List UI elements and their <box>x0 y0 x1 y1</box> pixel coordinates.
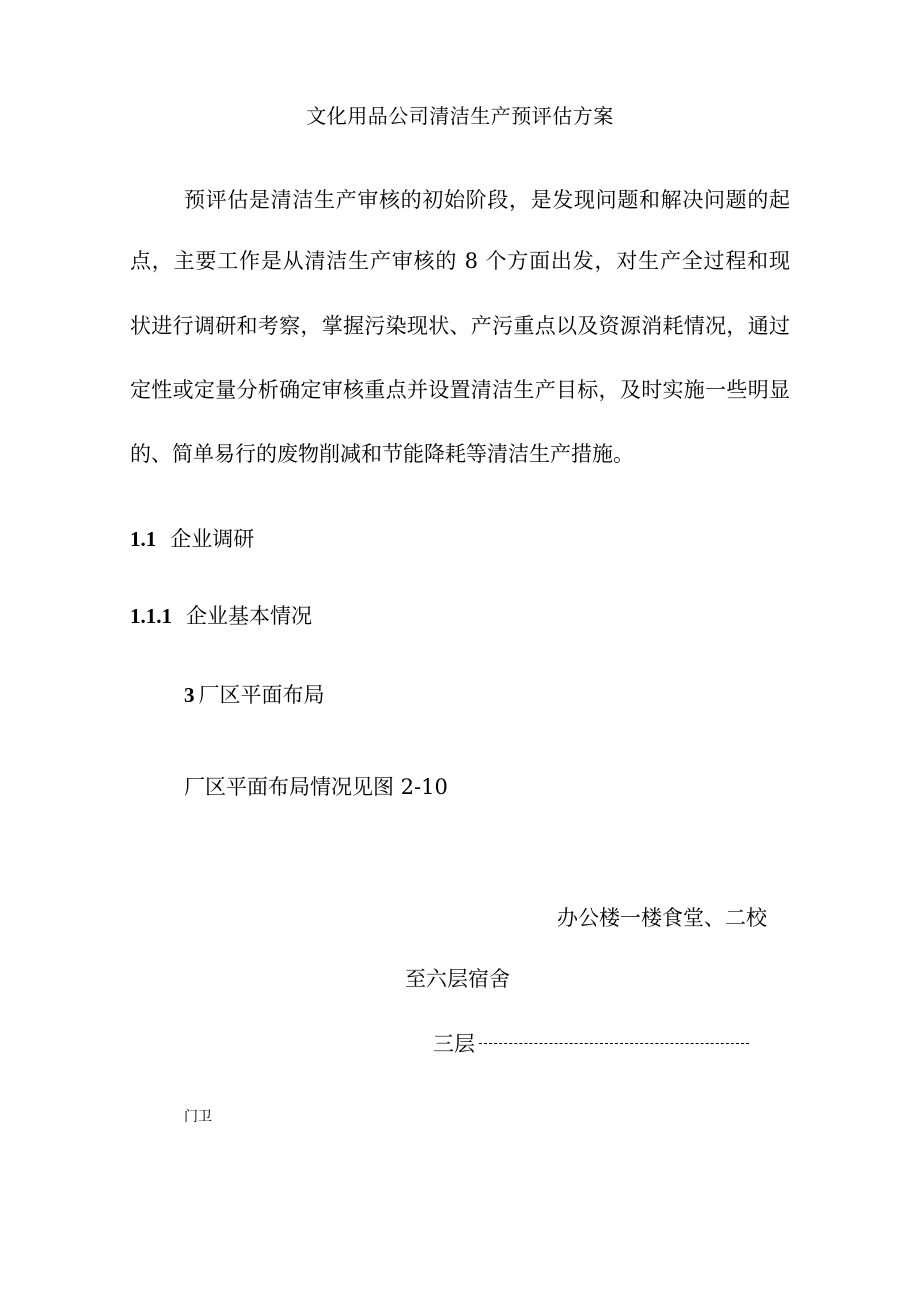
diagram-floor3-row <box>433 1028 749 1058</box>
section-title: 企业调研 <box>170 527 255 551</box>
diagram-office-label: 办公楼一楼食堂、二校 <box>557 906 767 930</box>
diagram-gate-label: 门卫 <box>184 1109 212 1125</box>
intro-line-2: 点，主要工作是从清洁生产审核的 8 个方面出发，对生产全过程和现 <box>130 249 790 273</box>
document-title: 文化用品公司清洁生产预评估方案 <box>306 104 614 128</box>
diagram-floor3-label: 三层 <box>433 1032 475 1056</box>
section-number: 1.1.1 <box>130 604 172 628</box>
intro-line-5: 的、简单易行的废物削减和节能降耗等清洁生产措施。 <box>130 442 634 466</box>
layout-reference: 厂区平面布局情况见图 2-10 <box>184 775 448 799</box>
dashed-line <box>479 1043 749 1044</box>
section-heading-1-1-1 <box>130 600 312 630</box>
item-number: 3 <box>184 683 195 707</box>
section-heading-1-1 <box>130 523 254 553</box>
section-title: 企业基本情况 <box>186 604 312 628</box>
intro-line-1: 预评估是清洁生产审核的初始阶段，是发现问题和解决问题的起 <box>184 188 790 212</box>
section-number: 1.1 <box>130 527 157 551</box>
diagram-dorm-label: 至六层宿舍 <box>405 967 510 991</box>
intro-line-3: 状进行调研和考察，掌握污染现状、产污重点以及资源消耗情况，通过 <box>130 314 790 338</box>
item-title: 厂区平面布局 <box>198 683 325 707</box>
intro-line-4: 定性或定量分析确定审核重点并设置清洁生产目标，及时实施一些明显 <box>130 378 790 402</box>
item-heading-3 <box>184 679 325 709</box>
